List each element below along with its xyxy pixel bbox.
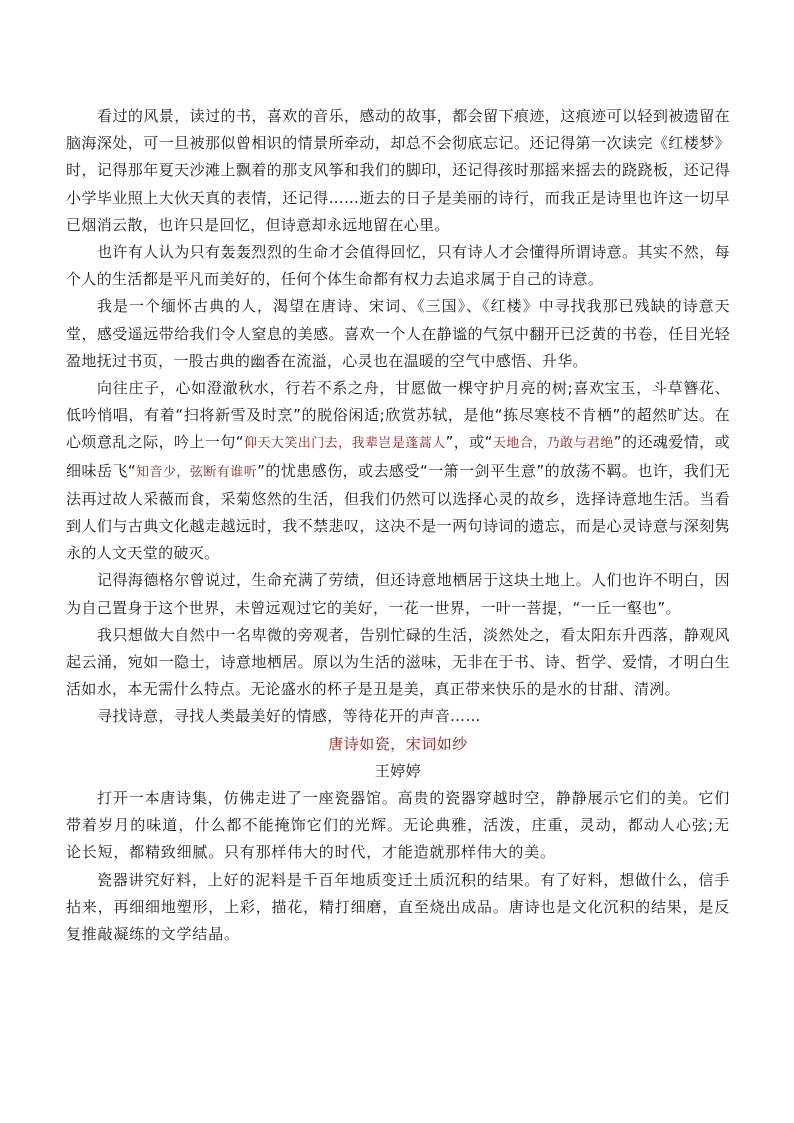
paragraph-4-text-a: 向往庄子，心如澄澈秋水，行若不系之舟，甘愿做一棵守护月亮的树;喜欢宝玉，斗草簪花、低吟悄唱，有着“扫将新雪及时烹”的脱俗闲适;欣赏苏轼，是他“拣尽寒枝不肯栖”的超然旷达。在心烦意乱之际，吟上一句“ xyxy=(66,379,730,452)
paragraph-3: 我是一个缅怀古典的人，渴望在唐诗、宋词、《三国》、《红楼》中寻找我那已残缺的诗意天堂，感受遥远带给我们令人窒息的美感。喜欢一个人在静谧的气氛中翻开已泛黄的书卷，任目光轻盈地抚过书页，一股古典的幽香在流溢，心灵也在温暖的空气中感悟、升华。 xyxy=(66,297,730,370)
paragraph-7: 寻找诗意，寻找人类最美好的情感，等待花开的声音…… xyxy=(97,707,481,726)
essay-author: 王婷婷 xyxy=(374,761,422,780)
paragraph-4 xyxy=(66,375,730,567)
quote-shangxie: 天地合，乃敢与君绝 xyxy=(492,436,614,452)
essay-2-body xyxy=(66,785,730,948)
paragraph-5: 记得海德格尔曾说过，生命充满了劳绩，但还诗意地栖居于这块土地上。人们也许不明白，因为自己置身于这个世界，未曾远观过它的美好，一花一世界，一叶一菩提，“一丘一壑也”。 xyxy=(66,571,730,617)
quote-yuefei: 知音少，弦断有谁听 xyxy=(135,464,258,480)
paragraph-6: 我只想做大自然中一名卑微的旁观者，告别忙碌的生活，淡然处之，看太阳东升西落，静观风起云涌，宛如一隐士，诗意地栖居。原以为生活的滋味，无非在于书、诗、哲学、爱情，才明白生活如水，本无需什么特点。无论盛水的杯子是丑是美，真正带来快乐的是水的甘甜、清冽。 xyxy=(66,625,730,699)
essay-title: 唐诗如瓷，宋词如纱 xyxy=(328,734,468,753)
essay-2-paragraph-1: 打开一本唐诗集，仿佛走进了一座瓷器馆。高贵的瓷器穿越时空，静静展示它们的美。它们带着岁月的味道，什么都不能掩饰它们的光辉。无论典雅，活泼，庄重，灵动，都动人心弦;无论长短，都精致细腻。只有那样伟大的时代，才能造就那样伟大的美。 xyxy=(66,789,730,862)
quote-libai: 仰天大笑出门去，我辈岂是蓬蒿人 xyxy=(243,436,446,452)
paragraph-2: 也许有人认为只有轰轰烈烈的生命才会值得回忆，只有诗人才会懂得所谓诗意。其实不然，每个人的生活都是平凡而美好的，任何个体生命都有权力去追求属于自己的诗意。 xyxy=(66,243,730,289)
paragraph-4-text-c: ”的还魂爱情，或细味岳飞“ xyxy=(66,433,730,480)
essay-2-paragraph-2: 瓷器讲究好料，上好的泥料是千百年地质变迁土质沉积的结果。有了好料，想做什么，信手拈来，再细细地塑形，上彩，描花，精打细磨，直至烧出成品。唐诗也是文化沉积的结果，是反复推敲凝练的文学结晶。 xyxy=(66,870,730,944)
paragraph-4-text-b: ”，或“ xyxy=(445,433,493,452)
essay-body xyxy=(66,103,730,948)
paragraph-4-text-d: ”的忧患感伤，或去感受“一箫一剑平生意”的放荡不羁。也许，我们无法再过故人采薇而食，采菊悠然的生活，但我们仍然可以选择心灵的故乡，选择诗意地生活。当看到人们与古典文化越走越远时，我不禁悲叹，这决不是一两句诗词的遗忘，而是心灵诗意与深刻隽永的人文天堂的破灭。 xyxy=(66,461,730,563)
paragraph-1: 看过的风景，读过的书，喜欢的音乐，感动的故事，都会留下痕迹，这痕迹可以轻到被遗留在脑海深处，可一旦被那似曾相识的情景所牵动，却总不会彻底忘记。还记得第一次读完《红楼梦》时，记得那年夏天沙滩上飘着的那支风筝和我们的脚印，还记得孩时那摇来摇去的跷跷板，还记得小学毕业照上大伙天真的表情，还记得……逝去的日子是美丽的诗行，而我正是诗里也许这一切早已烟消云散，也许只是回忆，但诗意却永远地留在心里。 xyxy=(66,107,730,234)
